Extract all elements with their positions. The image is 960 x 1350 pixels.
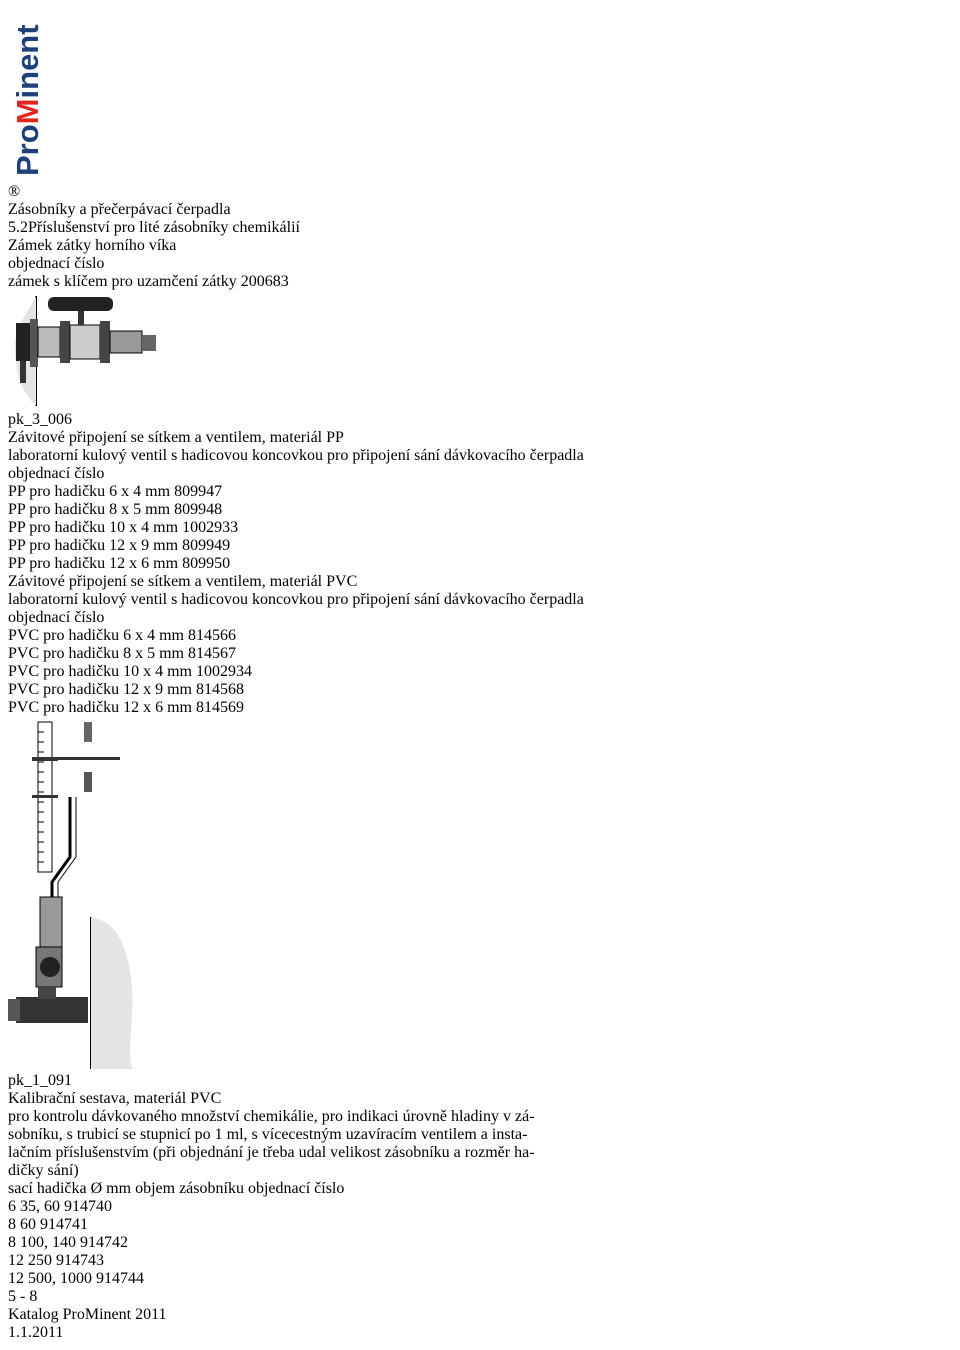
row-material: PP	[8, 501, 26, 518]
chapter-title: Příslušenství pro lité zásobníky chemikálií	[28, 219, 300, 236]
figure-label: pk_3_006	[8, 411, 72, 428]
table-header	[8, 1180, 952, 1198]
prominent-logo	[8, 8, 952, 183]
table-row	[8, 1234, 952, 1252]
row-material: PVC	[8, 699, 40, 716]
logo-mark	[8, 8, 48, 178]
desc-line: sobníku, s trubicí se stupnicí po 1 ml, s vícecestným uzavíracím ventilem a insta-	[8, 1126, 528, 1143]
table-row	[8, 555, 952, 573]
row-order-number: 914744	[96, 1270, 144, 1287]
table-row	[8, 537, 952, 555]
ball-valve-drawing	[8, 291, 168, 411]
row-material: PVC	[8, 681, 40, 698]
row-volume: 500, 1000	[28, 1270, 92, 1287]
side-tab-chapter: Zásobníky a přečerpávací čerpadla	[8, 201, 231, 218]
row-material: PP	[8, 555, 26, 572]
row-material: PP	[8, 483, 26, 500]
row-order-number: 814566	[188, 627, 236, 644]
row-order-number: 814569	[196, 699, 244, 716]
figure-label: pk_1_091	[8, 1072, 72, 1089]
page-title	[8, 219, 952, 237]
row-hose: 8	[8, 1234, 16, 1251]
row-material: PVC	[8, 663, 40, 680]
footer-catalog: Katalog ProMinent 2011	[8, 1306, 167, 1323]
row-order-number: 1002934	[196, 663, 252, 680]
column-header-volume: objem zásobníku	[135, 1180, 244, 1197]
row-desc: pro hadičku 10 x 4 mm	[29, 519, 179, 536]
table-row	[8, 1198, 952, 1216]
svg-text:ProMinent: ProMinent	[10, 24, 45, 176]
row-order-number: 809948	[174, 501, 223, 518]
row-order-number: 914743	[56, 1252, 104, 1269]
table-row	[8, 1252, 952, 1270]
row-material: PVC	[8, 645, 40, 662]
row-order-number: 200683	[240, 273, 289, 290]
row-volume: 100, 140	[20, 1234, 76, 1251]
section-desc-calibration	[8, 1108, 952, 1180]
row-order-number: 809947	[174, 483, 223, 500]
table-row	[8, 699, 952, 717]
row-order-number: 914740	[64, 1198, 112, 1215]
table-row	[8, 273, 952, 291]
row-hose: 12	[8, 1270, 24, 1287]
column-header-hose: sací hadička Ø mm	[8, 1180, 132, 1197]
row-desc: pro hadičku 10 x 4 mm	[43, 663, 192, 680]
row-hose: 12	[8, 1252, 24, 1269]
column-header-order: objednací číslo	[247, 1180, 345, 1197]
row-desc: pro hadičku 12 x 6 mm	[43, 699, 192, 716]
row-desc: pro hadičku 8 x 5 mm	[29, 501, 171, 518]
calibration-set-drawing	[8, 717, 138, 1072]
row-desc: pro hadičku 8 x 5 mm	[43, 645, 184, 662]
row-order-number: 814567	[188, 645, 236, 662]
row-desc: pro hadičku 6 x 4 mm	[29, 483, 171, 500]
table-row	[8, 501, 952, 519]
row-material: PP	[8, 537, 26, 554]
row-order-number: 809950	[182, 555, 231, 572]
figure-calibration-set	[8, 717, 138, 1072]
table-row	[8, 1270, 952, 1288]
desc-line: dičky sání)	[8, 1162, 79, 1179]
row-order-number: 914741	[40, 1216, 88, 1233]
table-row	[8, 645, 952, 663]
row-volume: 60	[20, 1216, 36, 1233]
row-desc: pro hadičku 12 x 9 mm	[29, 537, 179, 554]
section-title-calibration: Kalibrační sestava, materiál PVC	[8, 1090, 222, 1107]
row-desc: pro hadičku 12 x 9 mm	[43, 681, 192, 698]
row-material: PP	[8, 519, 26, 536]
footer-date: 1.1.2011	[8, 1324, 64, 1341]
row-desc: pro hadičku 12 x 6 mm	[29, 555, 179, 572]
registered-mark: ®	[8, 183, 21, 200]
table-row	[8, 627, 952, 645]
column-header-order: objednací číslo	[8, 609, 105, 626]
row-order-number: 809949	[182, 537, 231, 554]
desc-line: lačním příslušenstvím (při objednání je třeba udal velikost zásobníku a rozměr ha-	[8, 1144, 535, 1161]
section-title-lock: Zámek zátky horního víka	[8, 237, 177, 254]
section-title-pp: Závitové připojení se sítkem a ventilem, materiál PP	[8, 429, 344, 446]
column-header-order: objednací číslo	[8, 465, 105, 482]
row-hose: 8	[8, 1216, 16, 1233]
table-row	[8, 1216, 952, 1234]
section-desc-pvc: laboratorní kulový ventil s hadicovou koncovkou pro připojení sání dávkovacího čerpadla	[8, 591, 584, 608]
table-row	[8, 681, 952, 699]
column-header-order: objednací číslo	[8, 255, 105, 272]
table-row	[8, 663, 952, 681]
row-material: PVC	[8, 627, 40, 644]
section-title-pvc: Závitové připojení se sítkem a ventilem, materiál PVC	[8, 573, 358, 590]
row-order-number: 914742	[80, 1234, 128, 1251]
footer-page-number: 5 - 8	[8, 1288, 38, 1305]
chapter-number: 5.2	[8, 219, 28, 236]
section-desc-pp: laboratorní kulový ventil s hadicovou koncovkou pro připojení sání dávkovacího čerpadla	[8, 447, 584, 464]
desc-line: pro kontrolu dávkovaného množství chemikálie, pro indikaci úrovně hladiny v zá-	[8, 1108, 535, 1125]
row-volume: 250	[28, 1252, 52, 1269]
row-order-number: 1002933	[182, 519, 239, 536]
row-hose: 6	[8, 1198, 16, 1215]
figure-ball-valve-pp	[8, 291, 168, 411]
row-volume: 35, 60	[20, 1198, 60, 1215]
row-order-number: 814568	[196, 681, 244, 698]
table-row	[8, 519, 952, 537]
row-desc: pro hadičku 6 x 4 mm	[43, 627, 184, 644]
row-desc: zámek s klíčem pro uzamčení zátky	[8, 273, 237, 290]
table-row	[8, 483, 952, 501]
